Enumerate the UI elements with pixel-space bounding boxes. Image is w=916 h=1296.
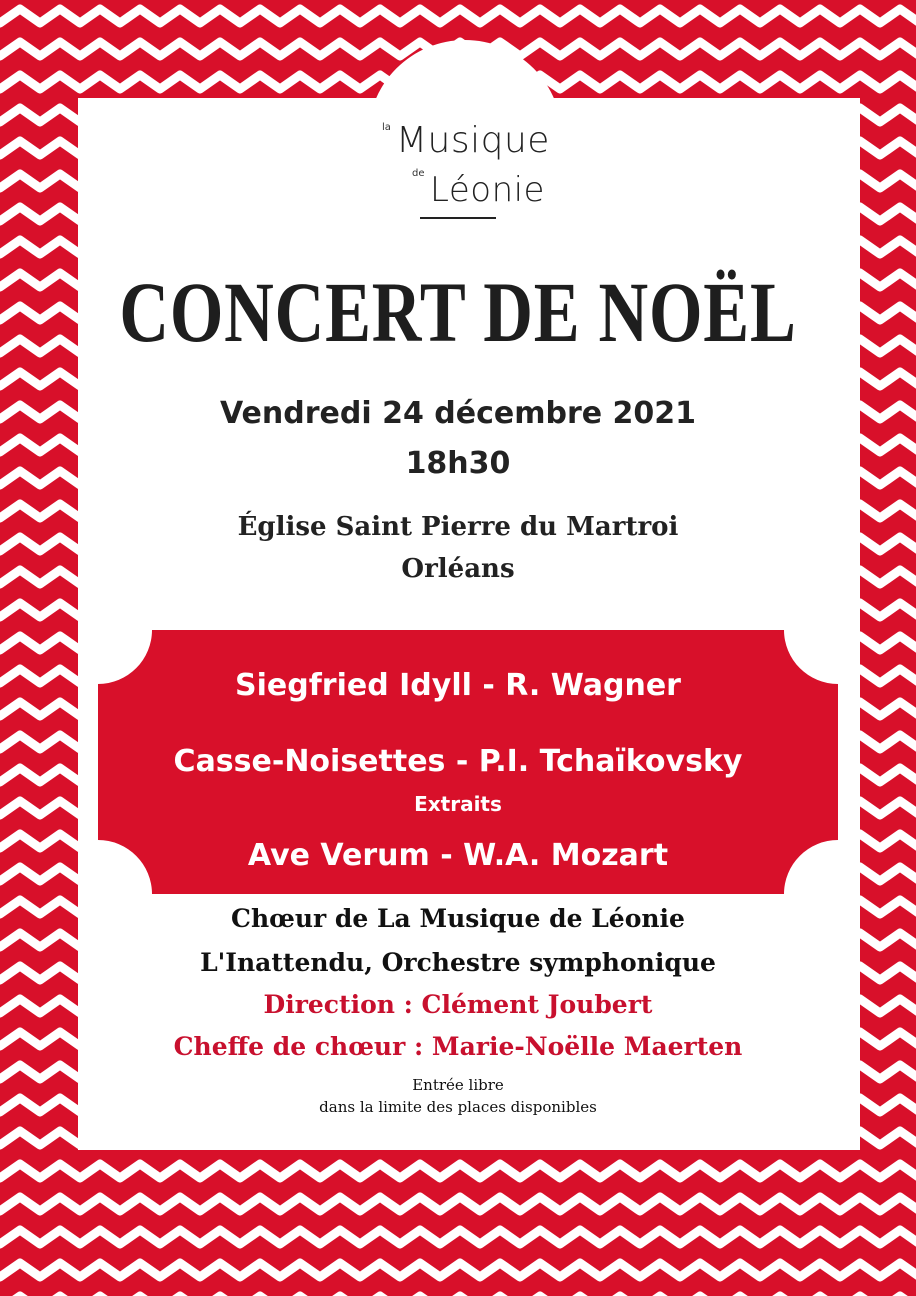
concert-title: CONCERT DE NOËL <box>119 264 797 360</box>
program-item-wagner: Siegfried Idyll - R. Wagner <box>235 668 681 703</box>
venue-name: Église Saint Pierre du Martroi <box>237 512 679 542</box>
program-item-extraits: Extraits <box>414 792 502 816</box>
credit-choir: Chœur de La Musique de Léonie <box>231 904 685 933</box>
zigzag-stripe <box>0 1197 916 1211</box>
credit-chorus-master: Cheffe de chœur : Marie-Noëlle Maerten <box>173 1032 743 1061</box>
concert-date: Vendredi 24 décembre 2021 <box>219 396 697 431</box>
logo-musique-text: Musique <box>396 120 550 161</box>
venue-city: Orléans <box>401 554 515 584</box>
program-item-tchaikovsky: Casse-Noisettes - P.I. Tchaïkovsky <box>173 744 743 779</box>
zigzag-stripe <box>0 9 916 23</box>
zigzag-stripe <box>0 1263 916 1277</box>
zigzag-stripe <box>0 1164 916 1178</box>
entry-free: Entrée libre <box>412 1076 504 1094</box>
program-item-mozart: Ave Verum - W.A. Mozart <box>247 838 669 873</box>
logo-la-text: la <box>382 122 391 133</box>
entry-limit: dans la limite des places disponibles <box>319 1098 597 1116</box>
credit-direction: Direction : Clément Joubert <box>263 990 653 1019</box>
logo-underline <box>420 217 496 219</box>
zigzag-stripe <box>0 1230 916 1244</box>
credit-orchestra: L'Inattendu, Orchestre symphonique <box>200 948 716 977</box>
logo-leonie-text: Léonie <box>430 170 545 210</box>
logo-de-text: de <box>412 168 425 179</box>
concert-time: 18h30 <box>405 446 511 481</box>
